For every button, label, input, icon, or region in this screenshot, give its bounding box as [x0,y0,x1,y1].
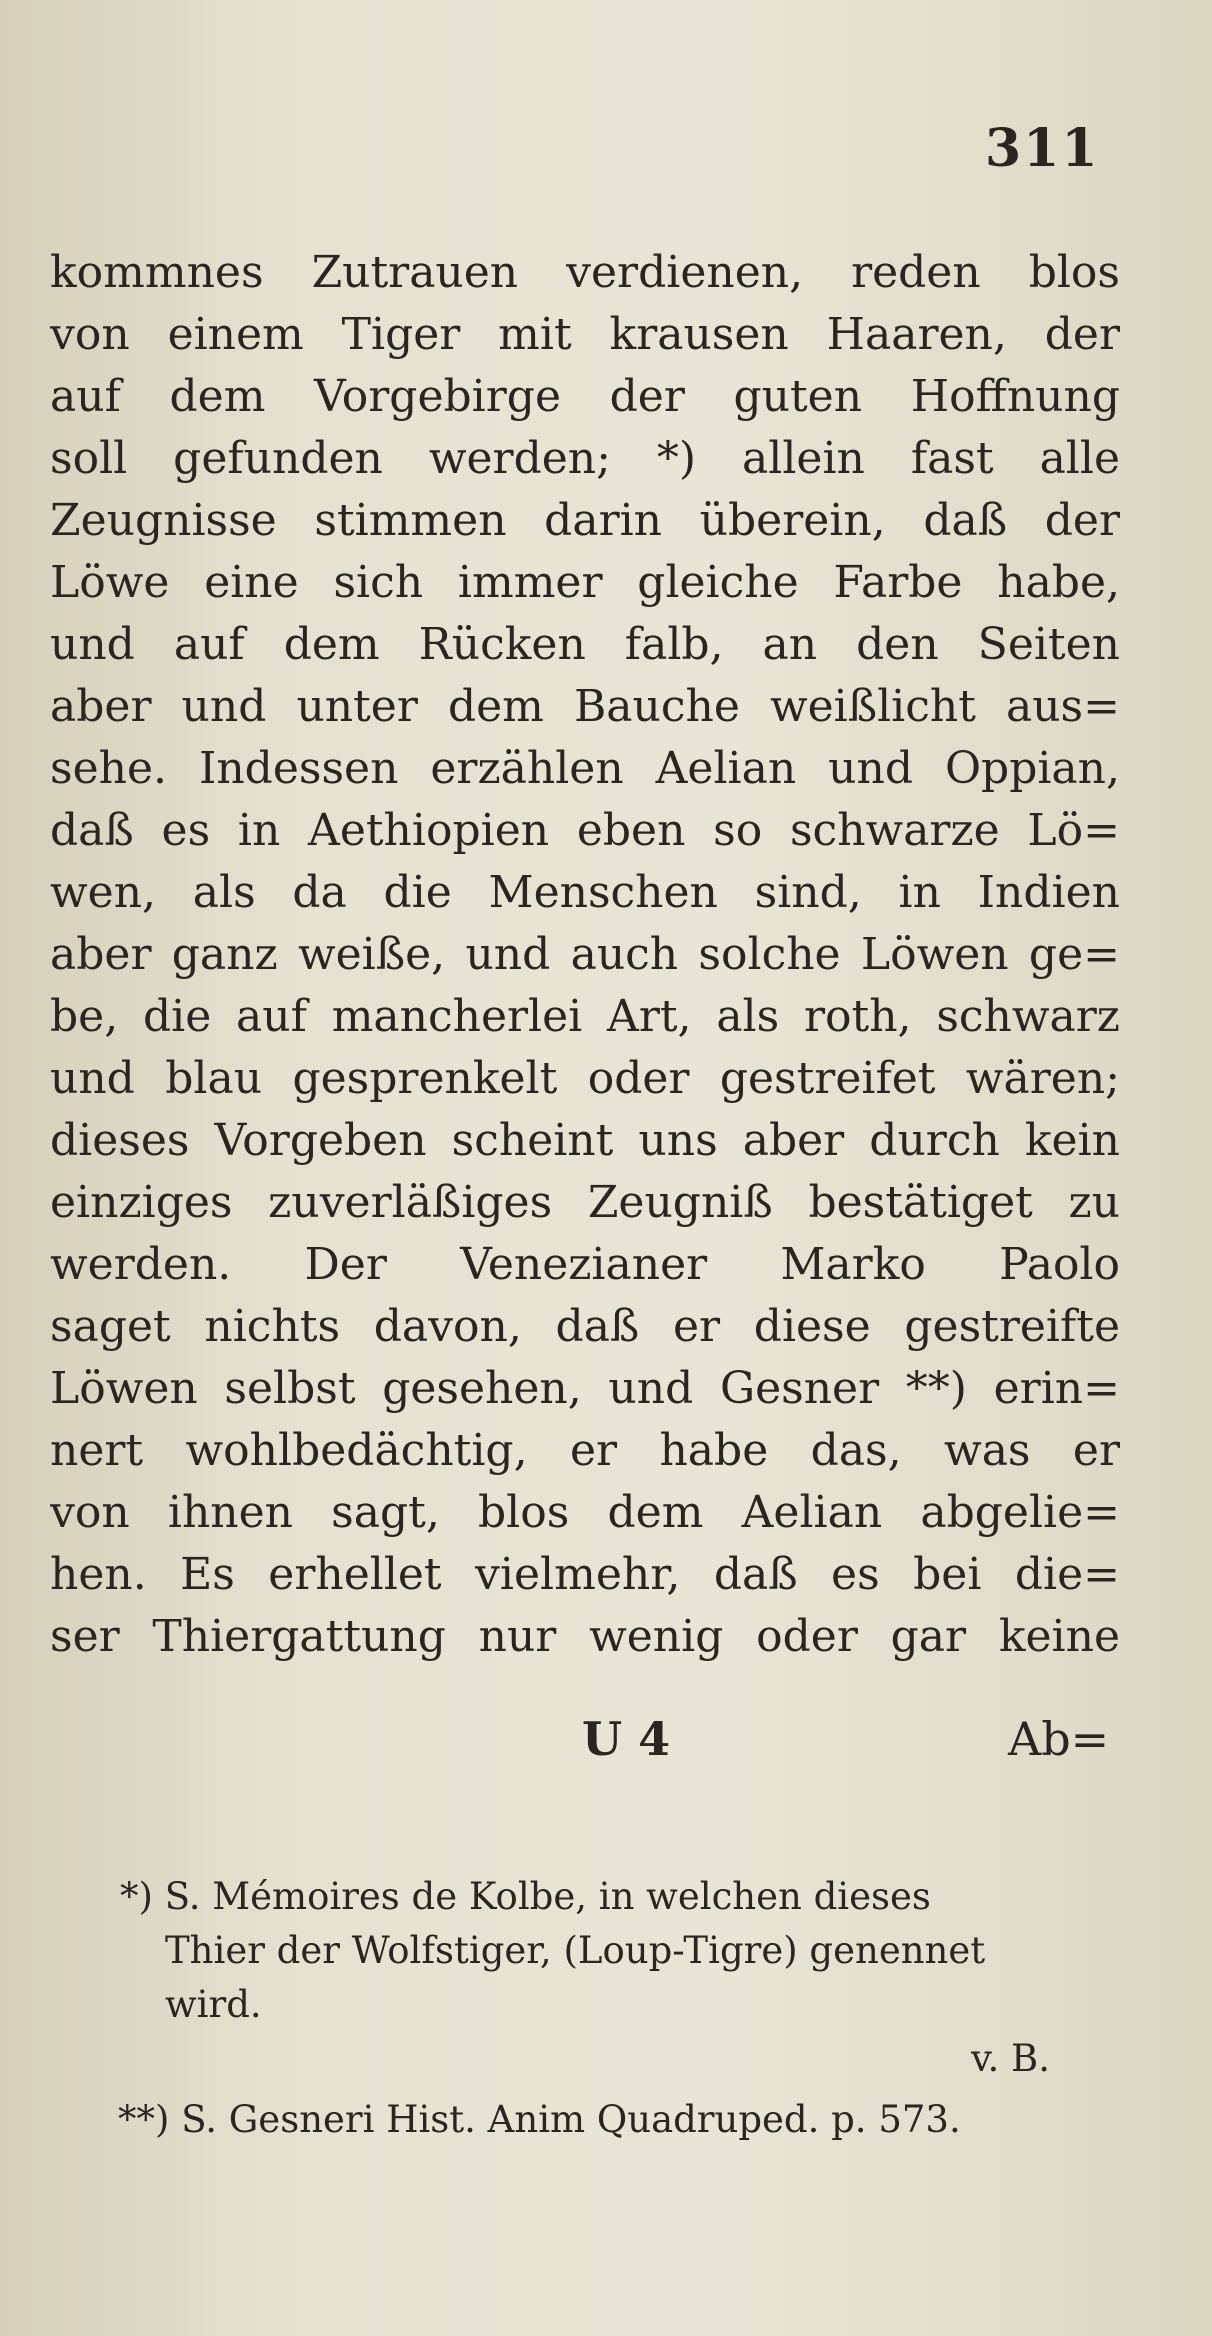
text-line: werden. Der Venezianer Marko Paolo [50,1239,1120,1290]
text-line: hen. Es erhellet vielmehr, daß es bei die= [50,1549,1120,1600]
text-line: von einem Tiger mit krausen Haaren, der [50,309,1120,360]
text-line: nert wohlbedächtig, er habe das, was er [50,1425,1120,1476]
text-line: sehe. Indessen erzählen Aelian und Oppian, [50,743,1120,794]
text-line: ser Thiergattung nur wenig oder gar keine [50,1611,1120,1662]
body-text [50,242,1120,1668]
text-line: kommnes Zutrauen verdienen, reden blos [50,247,1120,298]
page-number: 311 [985,118,1100,179]
text-line: Löwen selbst gesehen, und Gesner **) erin= [50,1363,1120,1414]
text-line: und blau gesprenkelt oder gestreifet wären; [50,1053,1120,1104]
text-line: Löwe eine sich immer gleiche Farbe habe, [50,557,1120,608]
catchword: Ab= [1008,1712,1110,1766]
text-line: saget nichts davon, daß er diese gestreifte [50,1301,1120,1352]
text-line: von ihnen sagt, blos dem Aelian abgelie= [50,1487,1120,1538]
footnote-1-author: v. B. [971,2037,1050,2080]
text-line: soll gefunden werden; *) allein fast alle [50,433,1120,484]
text-line: dieses Vorgeben scheint uns aber durch kein [50,1115,1120,1166]
text-line: Zeugnisse stimmen darin überein, daß der [50,495,1120,546]
text-line: wen, als da die Menschen sind, in Indien [50,867,1120,918]
text-line: daß es in Aethiopien eben so schwarze Lö= [50,805,1120,856]
footnote-2: **) S. Gesneri Hist. Anim Quadruped. p. 573. [118,2098,961,2141]
signature-mark: U 4 [582,1712,671,1766]
footnote-1-line: wird. [165,1983,262,2026]
text-line: be, die auf mancherlei Art, als roth, schwarz [50,991,1120,1042]
text-line: einziges zuverläßiges Zeugniß bestätiget zu [50,1177,1120,1228]
text-line: auf dem Vorgebirge der guten Hoffnung [50,371,1120,422]
footnote-1 [120,1870,1140,2086]
footnote-1-line: Thier der Wolfstiger, (Loup-Tigre) genennet [165,1929,986,1972]
text-line: aber und unter dem Bauche weißlicht aus= [50,681,1120,732]
footnote-1-line: *) S. Mémoires de Kolbe, in welchen dieses [120,1875,931,1918]
text-line: und auf dem Rücken falb, an den Seiten [50,619,1120,670]
text-line: aber ganz weiße, und auch solche Löwen ge= [50,929,1120,980]
